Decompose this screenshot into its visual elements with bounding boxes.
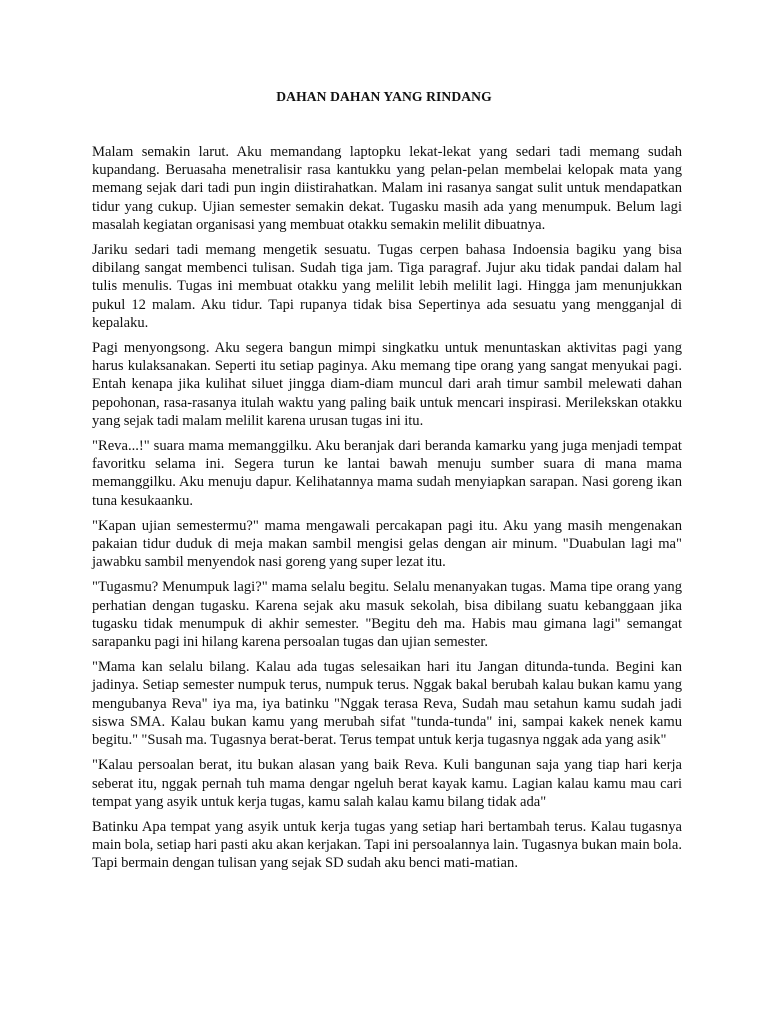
paragraph-4: "Reva...!" suara mama memanggilku. Aku beranjak dari beranda kamarku yang juga menjadi tempat favoritku selama ini. Segera turun ke lantai bawah menuju sumber suara di mana mama memanggilku. Aku menuju dapur. Kelihatannya mama sudah menyiapkan sarapan. Nasi goreng ikan tuna kesukaanku. bbox=[92, 438, 682, 509]
paragraph-2: Jariku sedari tadi memang mengetik sesuatu. Tugas cerpen bahasa Indoensia bagiku yang bisa dibilang sangat membenci tulisan. Sudah tiga jam. Tiga paragraf. Jujur aku tidak pandai dalam hal tulis menulis. Tugas ini membuat otakku yang melilit lebih melilit lagi. Hingga jam menunjukkan pukul 12 malam. Aku tidur. Tapi rupanya tidak bisa Sepertinya ada sesuatu yang mengganjal di kepalaku. bbox=[92, 242, 682, 331]
paragraph-1: Malam semakin larut. Aku memandang laptopku lekat-lekat yang sedari tadi memang sudah kupandang. Beruasaha menetralisir rasa kantukku yang pelan-pelan membelai kelopak mata yang memang sejak dari tadi pun ingin diistirahatkan. Malam ini rasanya sangat sulit untuk mendapatkan tidur yang cukup. Ujian semester semakin dekat. Tugasku masih ada yang menumpuk. Belum lagi masalah kegiatan organisasi yang membuat otakku semakin melilit dibuatnya. bbox=[92, 144, 682, 233]
paragraph-7: "Mama kan selalu bilang. Kalau ada tugas selesaikan hari itu Jangan ditunda-tunda. Begini kan jadinya. Setiap semester numpuk terus, numpuk terus. Nggak bakal berubah kalau bukan kamu yang mengubanya Reva" iya ma, iya batinku "Nggak terasa Reva, Sudah mau setahun kamu sudah jadi siswa SMA. Kalau bukan kamu yang merubah sifat "tunda-tunda" ini, sampai kakek nenek kamu begitu." "Susah ma. Tugasnya berat-berat. Terus tempat untuk kerja tugasnya nggak ada yang asik" bbox=[92, 659, 682, 749]
paragraph-5: "Kapan ujian semestermu?" mama mengawali percakapan pagi itu. Aku yang masih mengenakan pakaian tidur duduk di meja makan sambil mengisi gelas dengan air minum. "Duabulan lagi ma" jawabku sambil menyendok nasi goreng yang super lezat itu. bbox=[92, 517, 682, 571]
document-body bbox=[92, 143, 682, 880]
paragraph-9: Batinku Apa tempat yang asyik untuk kerja tugas yang setiap hari bertambah terus. Kalau tugasnya main bola, setiap hari pasti aku akan kerjakan. Tapi ini persoalannya lain. Tugasnya bukan main bola. Tapi bermain dengan tulisan yang sejak SD sudah aku benci mati-matian. bbox=[92, 818, 682, 872]
paragraph-3: Pagi menyongsong. Aku segera bangun mimpi singkatku untuk menuntaskan aktivitas pagi yang harus kulaksanakan. Seperti itu setiap paginya. Aku memang tipe orang yang sangat menyukai pagi. Entah kenapa jika kulihat siluet jingga diam-diam muncul dari arah timur sambil melewati dahan pepohonan, rasa-rasanya itulah waktu yang paling baik untuk mencari inspirasi. Merilekskan otakku yang sejak tadi malam melilit karena urusan tugas ini itu. bbox=[92, 340, 682, 429]
paragraph-6: "Tugasmu? Menumpuk lagi?" mama selalu begitu. Selalu menanyakan tugas. Mama tipe orang yang perhatian dengan tugasku. Karena sejak aku masuk sekolah, bisa dibilang suatu kebanggaan jika tugasku tidak menumpuk di akhir semester. "Begitu deh ma. Habis mau gimana lagi" semangat sarapanku pagi ini hilang karena persoalan tugas dan ujian semester. bbox=[92, 579, 682, 651]
paragraph-8: "Kalau persoalan berat, itu bukan alasan yang baik Reva. Kuli bangunan saja yang tiap hari kerja seberat itu, nggak pernah tuh mama dengar ngeluh berat kayak kamu. Lagian kalau kamu mau cari tempat yang asyik untuk kerja tugas, kamu salah kalau kamu bilang tidak ada" bbox=[92, 757, 682, 810]
document-title: DAHAN DAHAN YANG RINDANG bbox=[276, 89, 492, 104]
